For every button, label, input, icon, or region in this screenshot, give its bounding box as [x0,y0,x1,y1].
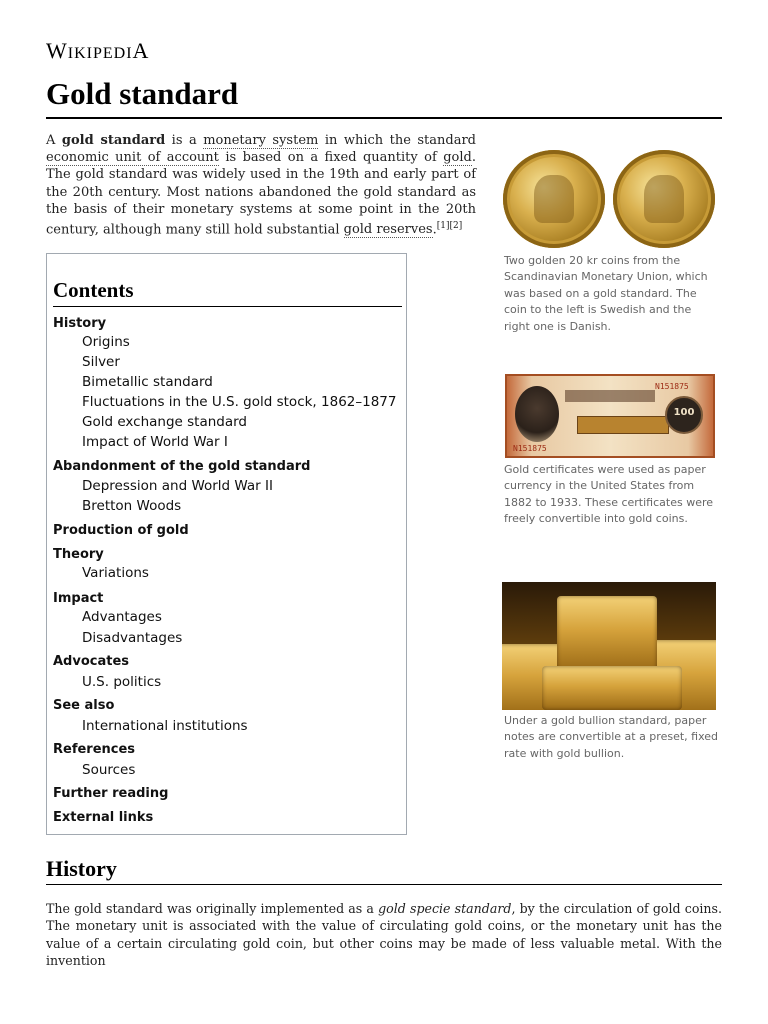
table-of-contents [46,253,407,835]
swedish-coin-image[interactable] [503,150,605,248]
link-gold-reserves[interactable]: gold reserves [343,222,433,238]
toc-item[interactable]: Variations [82,565,149,581]
toc-item[interactable]: Production of gold [53,523,189,538]
note-banner [577,416,669,434]
history-text-2: , by the circulation of gold coins. The monetary unit is associated with the value of circulating gold coins, or the monetary unit has the value of a certain circulating gold coin, but other coins may be made of less valuable metal. With the invention [46,901,723,969]
wordmark-first: W [46,38,68,63]
lead-paragraph [46,132,476,239]
link-monetary-system[interactable]: monetary system [203,133,319,148]
toc-item[interactable]: Impact of World War I [82,434,228,450]
toc-item[interactable]: Advocates [53,654,130,669]
history-text-1: The gold standard was originally implemented as a [46,901,379,916]
toc-divider [53,306,402,307]
history-heading: History [46,856,117,881]
lead-text-2: is a [165,133,204,148]
title-divider [46,117,722,119]
lead-text-3: in which the standard [318,133,476,148]
toc-item[interactable]: Impact [53,591,104,606]
reference-links[interactable]: [1][2] [436,221,463,232]
toc-item[interactable]: See also [53,698,115,713]
history-paragraph [46,900,722,970]
toc-item[interactable]: Origins [82,334,130,350]
toc-item[interactable]: History [53,316,107,331]
toc-item[interactable]: Disadvantages [82,630,183,646]
wordmark-rest: IKIPEDI [67,45,133,62]
toc-item[interactable]: International institutions [82,718,248,734]
toc-item[interactable]: References [53,742,136,757]
toc-title: Contents [53,278,134,302]
serial-top: N151875 [655,382,689,391]
denomination-text: 100 [673,407,695,418]
certificate-caption: Gold certificates were used as paper currency in the United States from 1882 to 1933. These certificates were freely convertible into gold coins. [504,463,714,526]
history-italic: gold specie standard [378,901,512,916]
denomination-seal [665,396,703,434]
gold-certificate-image[interactable] [505,374,715,458]
lead-text-4: is based on a fixed quantity of [218,150,444,166]
link-unit-of-account[interactable]: economic unit of account [46,150,219,166]
wordmark-last: A [132,38,150,63]
coins-caption: Two golden 20 kr coins from the Scandinavian Monetary Union, which was based on a gold standard. The coin to the left is Swedish and the right one is Danish. [504,254,708,333]
toc-item[interactable]: Abandonment of the gold standard [53,459,311,474]
toc-item[interactable]: Fluctuations in the U.S. gold stock, 1862–1877 [82,394,397,410]
portrait-engraving [515,386,559,442]
bullion-caption: Under a gold bullion standard, paper notes are convertible at a preset, fixed rate with gold bullion. [504,714,718,760]
toc-item[interactable]: Silver [82,354,120,370]
toc-item[interactable]: External links [53,810,154,825]
lead-text-6: . [432,222,437,238]
link-gold[interactable]: gold [443,150,472,166]
toc-item[interactable]: Theory [53,547,104,562]
history-divider [46,884,722,885]
toc-item[interactable]: Sources [82,762,136,778]
toc-item[interactable]: Advantages [82,609,162,625]
lead-text-5: . The gold standard was widely used in the 19th and early part of the 20th century. Most nations abandoned the gold standard as the basis of their monetary systems at some point in the 20th century, although many still hold substantial [46,150,476,238]
toc-item[interactable]: Bretton Woods [82,498,182,514]
serial-bottom: N151875 [513,444,547,453]
lead-bold-term: gold standard [61,133,166,148]
lead-text-1: A [46,133,62,148]
wikipedia-wordmark[interactable] [46,38,149,64]
toc-item[interactable]: Depression and World War II [82,478,273,494]
toc-item[interactable]: Gold exchange standard [82,414,248,430]
toc-item[interactable]: Bimetallic standard [82,374,213,390]
toc-item[interactable]: Further reading [53,786,169,801]
toc-item[interactable]: U.S. politics [82,674,162,690]
danish-coin-image[interactable] [613,150,715,248]
gold-bullion-image[interactable] [502,582,716,710]
page-title: Gold standard [46,76,239,111]
note-header [565,390,655,402]
